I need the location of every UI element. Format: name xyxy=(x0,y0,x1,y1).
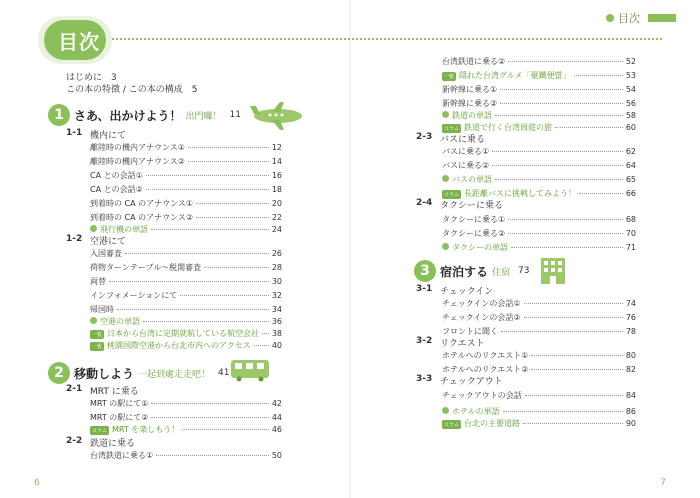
leader-dots xyxy=(117,309,269,310)
running-header-dot-icon xyxy=(606,14,614,22)
toc-entry-page: 24 xyxy=(271,225,282,234)
airplane-icon xyxy=(250,102,306,130)
toc-entry-label: 台湾鉄道に乗る② xyxy=(442,57,506,66)
leader-dots xyxy=(579,193,623,194)
toc-entry[interactable] xyxy=(442,228,636,239)
leader-dots xyxy=(508,233,623,234)
chapter-number-badge: 1 xyxy=(48,104,70,126)
leader-dots xyxy=(151,229,269,230)
toc-entry-page: 68 xyxy=(625,215,636,224)
chapter-subtitle: 住宿 xyxy=(492,267,511,278)
toc-entry-label: CA との会話① xyxy=(90,171,143,180)
toc-entry-page: 50 xyxy=(271,451,282,460)
toc-entry[interactable] xyxy=(442,146,636,157)
leader-dots xyxy=(254,345,269,346)
toc-entry-page: 90 xyxy=(625,419,636,428)
toc-entry-label: 飛行機の単語 xyxy=(90,224,148,235)
page-title: 目次 xyxy=(58,30,100,54)
toc-entry-page: 54 xyxy=(625,85,636,94)
chapter-page: 41 xyxy=(218,368,230,378)
leader-dots xyxy=(495,179,623,180)
toc-entry-page: 80 xyxy=(625,351,636,360)
toc-entry-page: 20 xyxy=(271,199,282,208)
leader-dots xyxy=(555,127,623,128)
leader-dots xyxy=(508,61,623,62)
toc-entry[interactable] xyxy=(90,156,282,167)
toc-entry-label: タクシーの単語 xyxy=(442,242,508,253)
toc-entry[interactable] xyxy=(90,412,282,423)
toc-entry-page: 56 xyxy=(625,99,636,108)
running-header-label: 目次 xyxy=(618,12,640,25)
toc-entry[interactable] xyxy=(442,98,636,109)
chapter-subtitle: 出門囉！ xyxy=(185,111,222,122)
toc-entry-label: 離陸時の機内アナウンス① xyxy=(90,143,185,152)
toc-entry-label: ホテルへのリクエスト② xyxy=(442,365,529,374)
toc-entry[interactable] xyxy=(442,160,636,171)
toc-entry-label: CA との会話② xyxy=(90,185,143,194)
bullet-icon xyxy=(442,407,449,414)
chapter-page: 11 xyxy=(229,110,241,120)
entry-tag-badge: コラム xyxy=(444,126,459,132)
toc-entry[interactable] xyxy=(442,406,636,417)
toc-entry-page: 60 xyxy=(625,123,636,132)
toc-entry[interactable] xyxy=(442,312,636,323)
toc-entry-page: 84 xyxy=(625,391,636,400)
toc-entry[interactable] xyxy=(90,224,282,235)
toc-entry-page: 64 xyxy=(625,161,636,170)
toc-entry-page: 52 xyxy=(625,57,636,66)
toc-entry-label: 台湾鉄道に乗る① xyxy=(90,451,154,460)
toc-entry-page: 65 xyxy=(625,175,636,184)
toc-entry-label: 荷物ターンテーブル～税関審査 xyxy=(90,263,202,272)
toc-entry-page: 44 xyxy=(271,413,282,422)
toc-entry-page: 42 xyxy=(271,399,282,408)
toc-entry[interactable] xyxy=(442,214,636,225)
section-heading[interactable]: 3-3 チェックアウト xyxy=(416,374,503,387)
toc-entry[interactable] xyxy=(90,304,282,315)
leader-dots xyxy=(524,303,623,304)
leader-dots xyxy=(574,75,623,76)
toc-entry-label: コラム 台北の主要道路 xyxy=(444,419,520,428)
toc-entry[interactable] xyxy=(442,364,636,375)
toc-entry-page: 70 xyxy=(625,229,636,238)
toc-entry-label: バスの単語 xyxy=(442,174,492,185)
leader-dots xyxy=(143,321,269,322)
leader-dots xyxy=(500,103,623,104)
section-heading[interactable]: 1-1 機内にて xyxy=(66,128,127,141)
chapter-title: 移動しよう xyxy=(74,366,135,381)
toc-entry[interactable] xyxy=(442,350,636,361)
bullet-icon xyxy=(442,175,449,182)
hotel-icon xyxy=(538,256,568,286)
toc-entry-label: ホテルの単語 xyxy=(442,406,500,417)
leader-dots xyxy=(492,165,623,166)
chapter-1-heading[interactable] xyxy=(48,104,241,126)
toc-entry-label: チェックインの会話② xyxy=(442,313,521,322)
toc-entry[interactable] xyxy=(90,340,282,351)
toc-entry-label: バスに乗る② xyxy=(442,161,490,170)
toc-entry-label: 一覧 日本から台湾に定期就航している航空会社 xyxy=(92,329,260,338)
leader-dots xyxy=(204,267,269,268)
toc-entry-label: MRT の駅にて② xyxy=(90,413,149,422)
bullet-icon xyxy=(442,111,449,118)
toc-entry[interactable] xyxy=(90,290,282,301)
running-header-bar xyxy=(648,14,676,22)
toc-entry[interactable] xyxy=(90,262,282,273)
page-number-right: 7 xyxy=(660,478,666,488)
toc-entry[interactable] xyxy=(90,316,282,327)
toc-entry[interactable] xyxy=(442,174,636,185)
leader-dots xyxy=(495,115,623,116)
leader-dots xyxy=(500,89,623,90)
leader-dots xyxy=(180,295,269,296)
leader-dots xyxy=(109,281,269,282)
section-heading[interactable]: 2-2 鉄道に乗る xyxy=(66,436,136,449)
toc-entry-label: 鉄道の単語 xyxy=(442,110,492,121)
toc-entry[interactable] xyxy=(442,326,636,337)
leader-dots xyxy=(501,331,623,332)
toc-entry[interactable] xyxy=(442,242,636,253)
page-number-left: 6 xyxy=(34,478,40,488)
toc-entry-label: インフォメーションにて xyxy=(90,291,178,300)
toc-entry[interactable] xyxy=(90,170,282,181)
intro-line[interactable]: この本の特徴 / この本の構成 5 xyxy=(66,85,198,95)
toc-entry-page: 62 xyxy=(625,147,636,156)
train-icon xyxy=(230,358,270,382)
toc-entry-label: バスに乗る① xyxy=(442,147,490,156)
page-gutter xyxy=(349,0,351,498)
toc-entry[interactable] xyxy=(442,110,636,121)
header-dotted-rule xyxy=(112,38,662,40)
toc-entry-page: 34 xyxy=(271,305,282,314)
chapter-number-badge: 3 xyxy=(414,260,436,282)
chapter-page: 73 xyxy=(518,266,530,276)
leader-dots xyxy=(525,395,623,396)
toc-entry[interactable] xyxy=(442,390,636,401)
section-heading[interactable]: 3-2 リクエスト xyxy=(416,336,485,349)
toc-entry-label: タクシーに乗る① xyxy=(442,215,506,224)
toc-entry[interactable] xyxy=(90,450,282,461)
toc-entry-label: 到着時の CA のアナウンス① xyxy=(90,199,194,208)
leader-dots xyxy=(524,317,623,318)
toc-entry-label: 到着時の CA のアナウンス② xyxy=(90,213,194,222)
toc-entry-page: 74 xyxy=(625,299,636,308)
toc-entry[interactable] xyxy=(90,184,282,195)
chapter-subtitle: 一起到處走走吧！ xyxy=(138,369,211,380)
toc-entry-label: 一覧 隠れた台湾グルメ「臺鐵便當」 xyxy=(444,71,571,80)
chapter-title: さあ、出かけよう！ xyxy=(74,108,182,123)
toc-entry[interactable] xyxy=(442,188,636,199)
toc-entry-label: ホテルへのリクエスト① xyxy=(442,351,529,360)
toc-entry-label: コラム 鉄道で行く台湾周遊の旅 xyxy=(444,123,552,132)
leader-dots xyxy=(196,217,269,218)
toc-entry-label: フロントに聞く xyxy=(442,327,498,336)
toc-entry-label: 空港の単語 xyxy=(90,316,140,327)
leader-dots xyxy=(156,455,269,456)
toc-entry-page: 86 xyxy=(625,407,636,416)
toc-entry[interactable] xyxy=(442,70,636,81)
leader-dots xyxy=(188,147,269,148)
leader-dots xyxy=(146,175,269,176)
toc-entry-label: 一覧 桃園国際空港から台北市内へのアクセス xyxy=(92,341,251,350)
entry-tag-badge: コラム xyxy=(444,422,459,428)
toc-entry-page: 14 xyxy=(271,157,282,166)
leader-dots xyxy=(511,247,623,248)
leader-dots xyxy=(151,417,268,418)
toc-entry-page: 76 xyxy=(625,313,636,322)
toc-entry-label: チェックインの会話① xyxy=(442,299,521,308)
toc-entry-page: 12 xyxy=(271,143,282,152)
entry-tag-badge: コラム xyxy=(92,428,107,434)
toc-entry-page: 18 xyxy=(271,185,282,194)
toc-entry-page: 58 xyxy=(625,111,636,120)
toc-entry[interactable] xyxy=(90,198,282,209)
toc-entry-page: 71 xyxy=(625,243,636,252)
toc-entry[interactable] xyxy=(442,298,636,309)
toc-entry-page: 66 xyxy=(625,189,636,198)
leader-dots xyxy=(531,355,622,356)
section-heading[interactable]: 3-1 チェックイン xyxy=(416,284,494,297)
chapter-title: 宿泊する xyxy=(440,264,489,279)
toc-entry-label: 両替 xyxy=(90,277,106,286)
toc-entry-page: 28 xyxy=(271,263,282,272)
section-heading[interactable]: 2-3 バスに乗る xyxy=(416,132,486,145)
toc-entry[interactable] xyxy=(442,418,636,429)
toc-entry-page: 30 xyxy=(271,277,282,286)
toc-entry[interactable] xyxy=(90,212,282,223)
bullet-icon xyxy=(90,317,97,324)
toc-entry-label: 帰国時 xyxy=(90,305,114,314)
toc-entry[interactable] xyxy=(442,84,636,95)
toc-entry-page: 46 xyxy=(271,425,282,434)
chapter-2-heading[interactable] xyxy=(48,362,229,384)
toc-entry-page: 82 xyxy=(625,365,636,374)
toc-entry[interactable] xyxy=(90,276,282,287)
leader-dots xyxy=(492,151,623,152)
toc-entry-label: コラム 長距離バスに挑戦してみよう！ xyxy=(444,189,576,198)
leader-dots xyxy=(182,429,269,430)
toc-entry-page: 40 xyxy=(271,341,282,350)
leader-dots xyxy=(503,411,623,412)
entry-tag-badge: コラム xyxy=(444,192,459,198)
bullet-icon xyxy=(90,225,97,232)
toc-entry[interactable] xyxy=(90,328,282,339)
toc-entry-label: 離陸時の機内アナウンス② xyxy=(90,157,185,166)
toc-entry-page: 32 xyxy=(271,291,282,300)
toc-entry-page: 22 xyxy=(271,213,282,222)
toc-entry[interactable] xyxy=(90,142,282,153)
toc-entry-label: コラム MRT を楽しもう！ xyxy=(92,425,180,434)
toc-entry-page: 36 xyxy=(271,317,282,326)
entry-tag-badge: 一覧 xyxy=(92,344,103,350)
chapter-3-heading[interactable] xyxy=(414,260,529,282)
leader-dots xyxy=(188,161,269,162)
toc-entry-label: チェックアウトの会話 xyxy=(442,391,522,400)
toc-entry[interactable] xyxy=(90,424,282,435)
leader-dots xyxy=(151,403,268,404)
toc-entry-page: 78 xyxy=(625,327,636,336)
leader-dots xyxy=(262,333,269,334)
leader-dots xyxy=(523,423,623,424)
entry-tag-badge: 一覧 xyxy=(444,74,455,80)
chapter-number-badge: 2 xyxy=(48,362,70,384)
running-header xyxy=(606,10,676,26)
intro-line[interactable]: はじめに 3 xyxy=(66,73,117,83)
leader-dots xyxy=(196,203,269,204)
leader-dots xyxy=(508,219,623,220)
toc-entry[interactable] xyxy=(90,398,282,409)
toc-entry-page: 26 xyxy=(271,249,282,258)
toc-entry-label: 入国審査 xyxy=(90,249,122,258)
toc-entry-page: 53 xyxy=(625,71,636,80)
section-heading[interactable]: 2-1 MRT に乗る xyxy=(66,384,139,397)
section-heading[interactable]: 1-2 空港にて xyxy=(66,234,127,247)
toc-entry-label: 新幹線に乗る① xyxy=(442,85,498,94)
toc-entry-label: 新幹線に乗る② xyxy=(442,99,498,108)
section-heading[interactable]: 2-4 タクシーに乗る xyxy=(416,198,504,211)
entry-tag-badge: 一覧 xyxy=(92,332,103,338)
leader-dots xyxy=(146,189,269,190)
leader-dots xyxy=(531,369,622,370)
toc-entry-label: タクシーに乗る② xyxy=(442,229,506,238)
leader-dots xyxy=(125,253,269,254)
toc-entry-page: 38 xyxy=(271,329,282,338)
toc-entry[interactable] xyxy=(90,248,282,259)
toc-entry-label: MRT の駅にて① xyxy=(90,399,149,408)
toc-entry-page: 16 xyxy=(271,171,282,180)
toc-entry[interactable] xyxy=(442,122,636,133)
toc-entry[interactable] xyxy=(442,56,636,67)
bullet-icon xyxy=(442,243,449,250)
